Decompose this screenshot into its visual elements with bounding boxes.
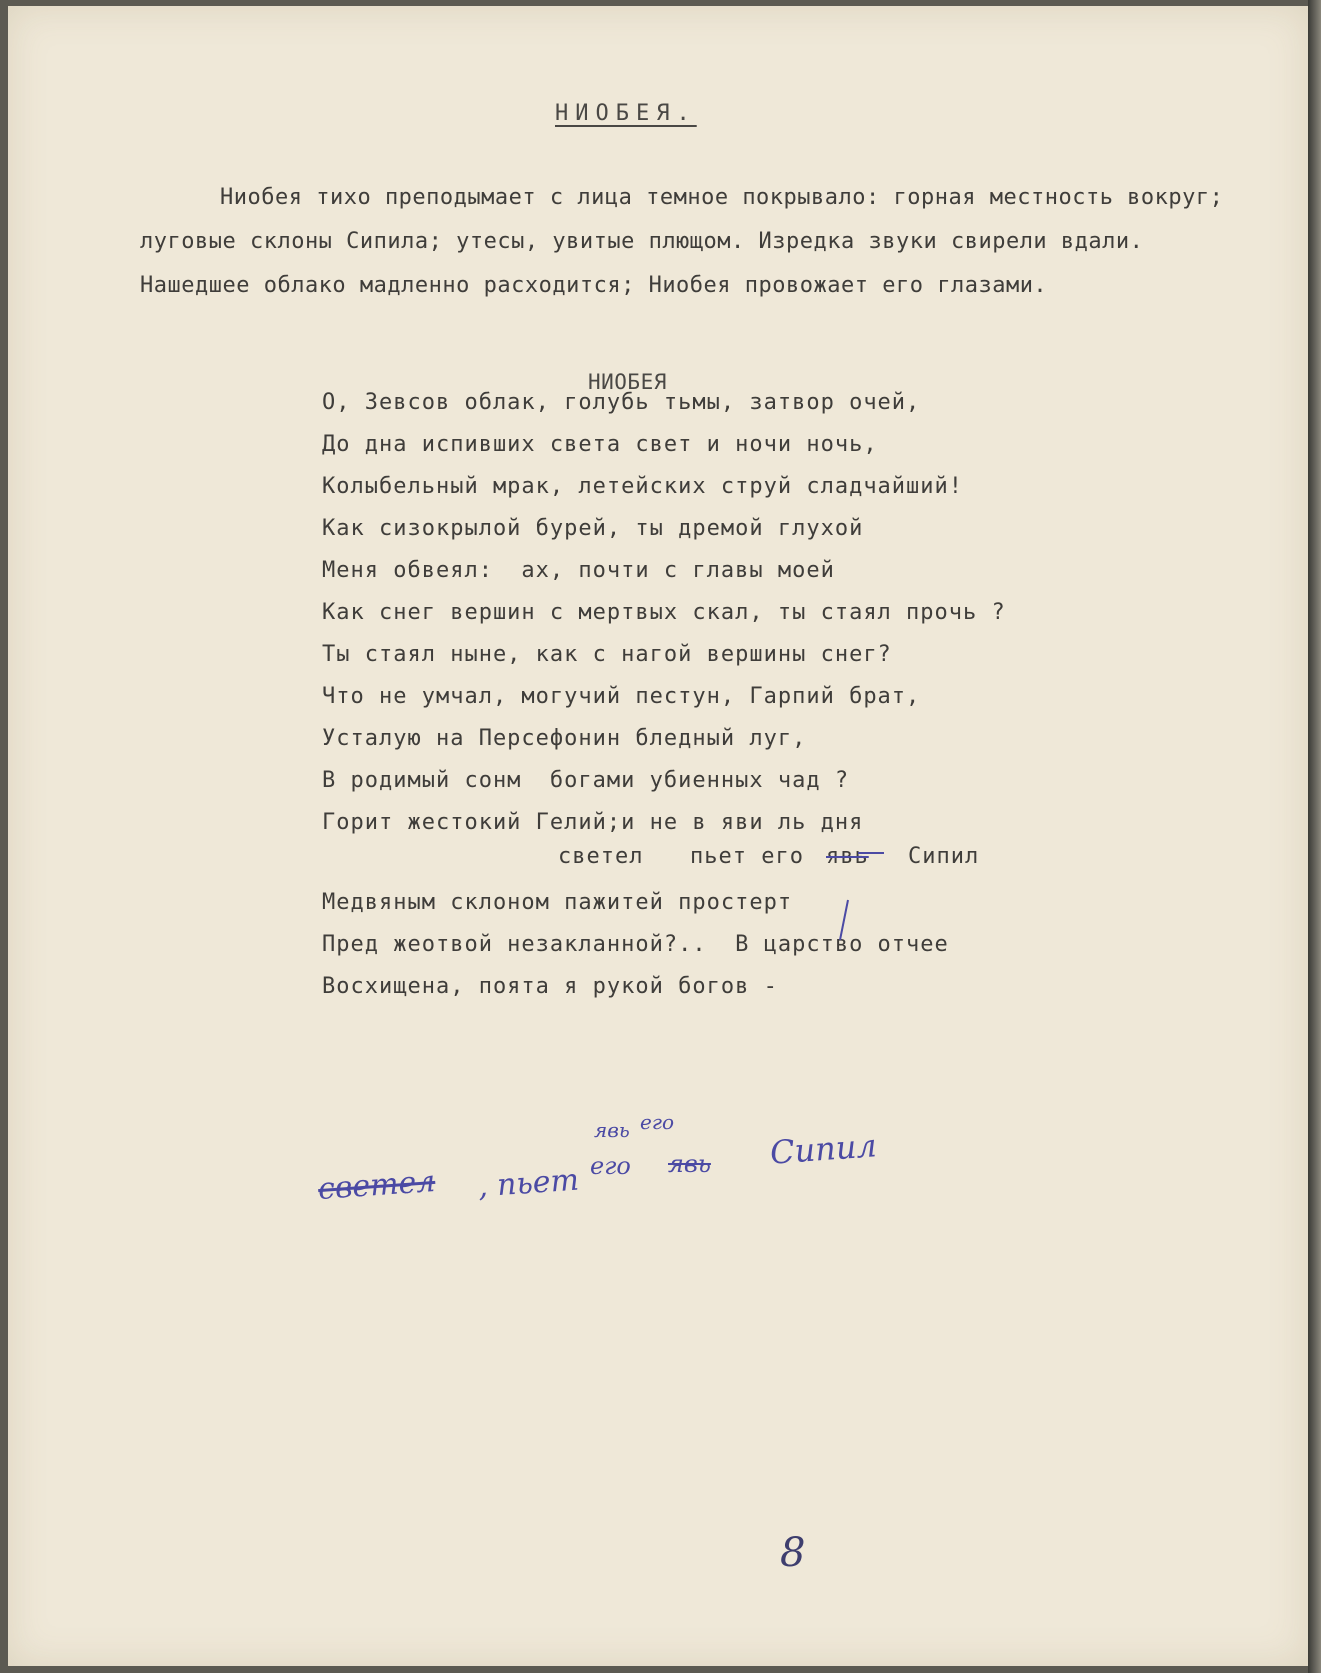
verse-line: Ты стаял ныне, как с нагой вершины снег? — [322, 642, 892, 667]
handwritten-superscript: явь — [594, 1118, 630, 1142]
handwritten-word: Сипил — [768, 1126, 878, 1172]
ink-stroke — [840, 900, 848, 940]
handwritten-struck-word: светел — [316, 1163, 437, 1208]
handwritten-word: его — [590, 1152, 631, 1180]
verse-line: Меня обвеял: ах, почти с главы моей — [322, 558, 835, 583]
verse-line: О, Зевсов облак, голубь тьмы, затвор очей, — [322, 390, 921, 415]
verse-line: Колыбельный мрак, летейских струй сладчайший! — [322, 474, 964, 499]
struck-word: явь — [826, 844, 869, 869]
verse-line: Усталую на Персефонин бледный луг, — [322, 726, 807, 751]
correction-word: светел — [558, 844, 644, 869]
verse-line: В родимый сонм богами убиенных чад ? — [322, 768, 850, 793]
verse-line: Пред жеотвой незакланной?.. В царство отчее — [322, 932, 949, 957]
verse-line: Как снег вершин с мертвых скал, ты стаял прочь ? — [322, 600, 1006, 625]
speaker-heading: НИОБЕЯ — [588, 370, 667, 394]
stage-direction-text: Ниобея тихо преподымает с лица темное покрывало: горная местность вокруг; луговые склоны Сипила; утесы, увитые плющом. Изредка звуки свирели вдали. Нашедшее облако мадленно расходится; Ниобея провожает его глазами. — [140, 185, 1224, 298]
verse-line: Горит жестокий Гелий;и не в яви ль дня — [322, 810, 864, 835]
handwritten-superscript: его — [640, 1110, 674, 1134]
correction-phrase: пьет его — [690, 844, 804, 869]
correction-end: Сипил — [908, 844, 980, 869]
verse-line: Что не умчал, могучий пестун, Гарпий брат, — [322, 684, 921, 709]
page-number: 8 — [780, 1530, 806, 1576]
handwritten-struck-word: явь — [668, 1150, 711, 1178]
verse-line: Восхищена, поята я рукой богов - — [322, 974, 778, 999]
handwritten-phrase: , пьет — [476, 1162, 581, 1205]
page-title: НИОБЕЯ. — [555, 101, 697, 126]
verse-line: Как сизокрылой бурей, ты дремой глухой — [322, 516, 864, 541]
verse-line: До дна испивших света свет и ночи ночь, — [322, 432, 878, 457]
verse-line: Медвяным склоном пажитей простерт — [322, 890, 793, 915]
